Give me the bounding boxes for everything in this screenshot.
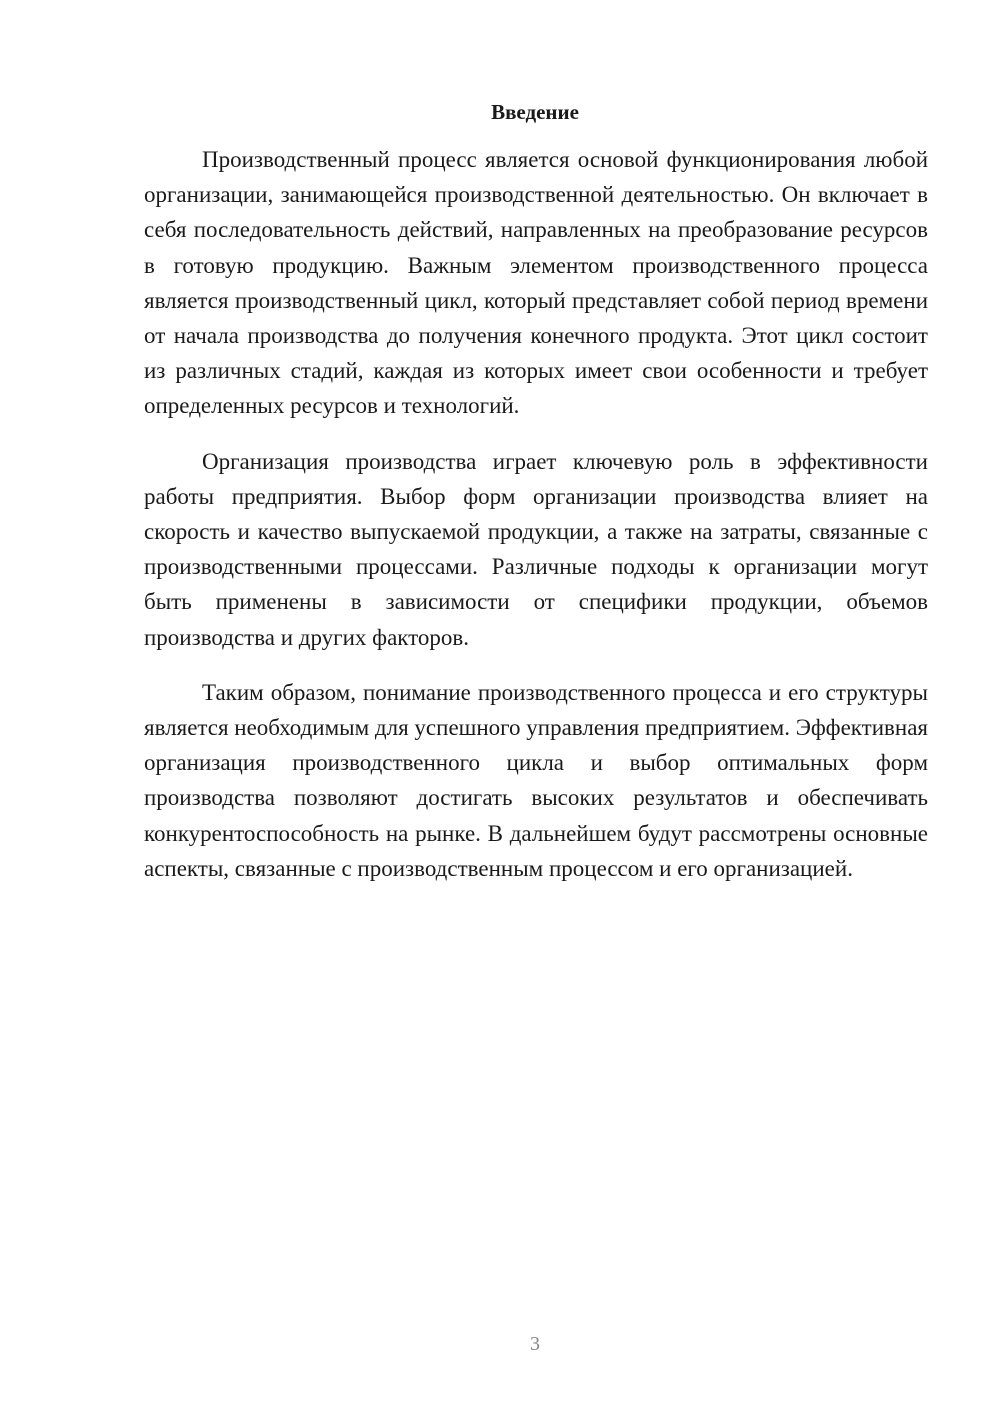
paragraph-2: Организация производства играет ключевую роль в эффективности работы предприятия. Выбор форм организации производства влияет на скорость и качество выпускаемой продукции, а также на затраты, связанные с производственными процессами. Различные подходы к организации могут быть применены в зависимости от специфики продукции, объемов производства и других факторов. xyxy=(144,448,928,650)
document-body xyxy=(144,142,928,906)
page-title: Введение xyxy=(491,100,579,124)
page-number: 3 xyxy=(530,1333,540,1355)
paragraph-1: Производственный процесс является основой функционирования любой организации, занимающейся производственной деятельностью. Он включает в себя последовательность действий, направленных на преобразование ресурсов в готовую продукцию. Важным элементом производственного процесса является производственный цикл, который представляет собой период времени от начала производства до получения конечного продукта. Этот цикл состоит из различных стадий, каждая из которых имеет свои особенности и требует определенных ресурсов и технологий. xyxy=(144,147,928,419)
paragraph-3: Таким образом, понимание производственного процесса и его структуры является необходимым для успешного управления предприятием. Эффективная организация производственного цикла и выбор оптимальных форм производства позволяют достигать высоких результатов и обеспечивать конкурентоспособность на рынке. В дальнейшем будут рассмотрены основные аспекты, связанные с производственным процессом и его организацией. xyxy=(144,679,928,881)
